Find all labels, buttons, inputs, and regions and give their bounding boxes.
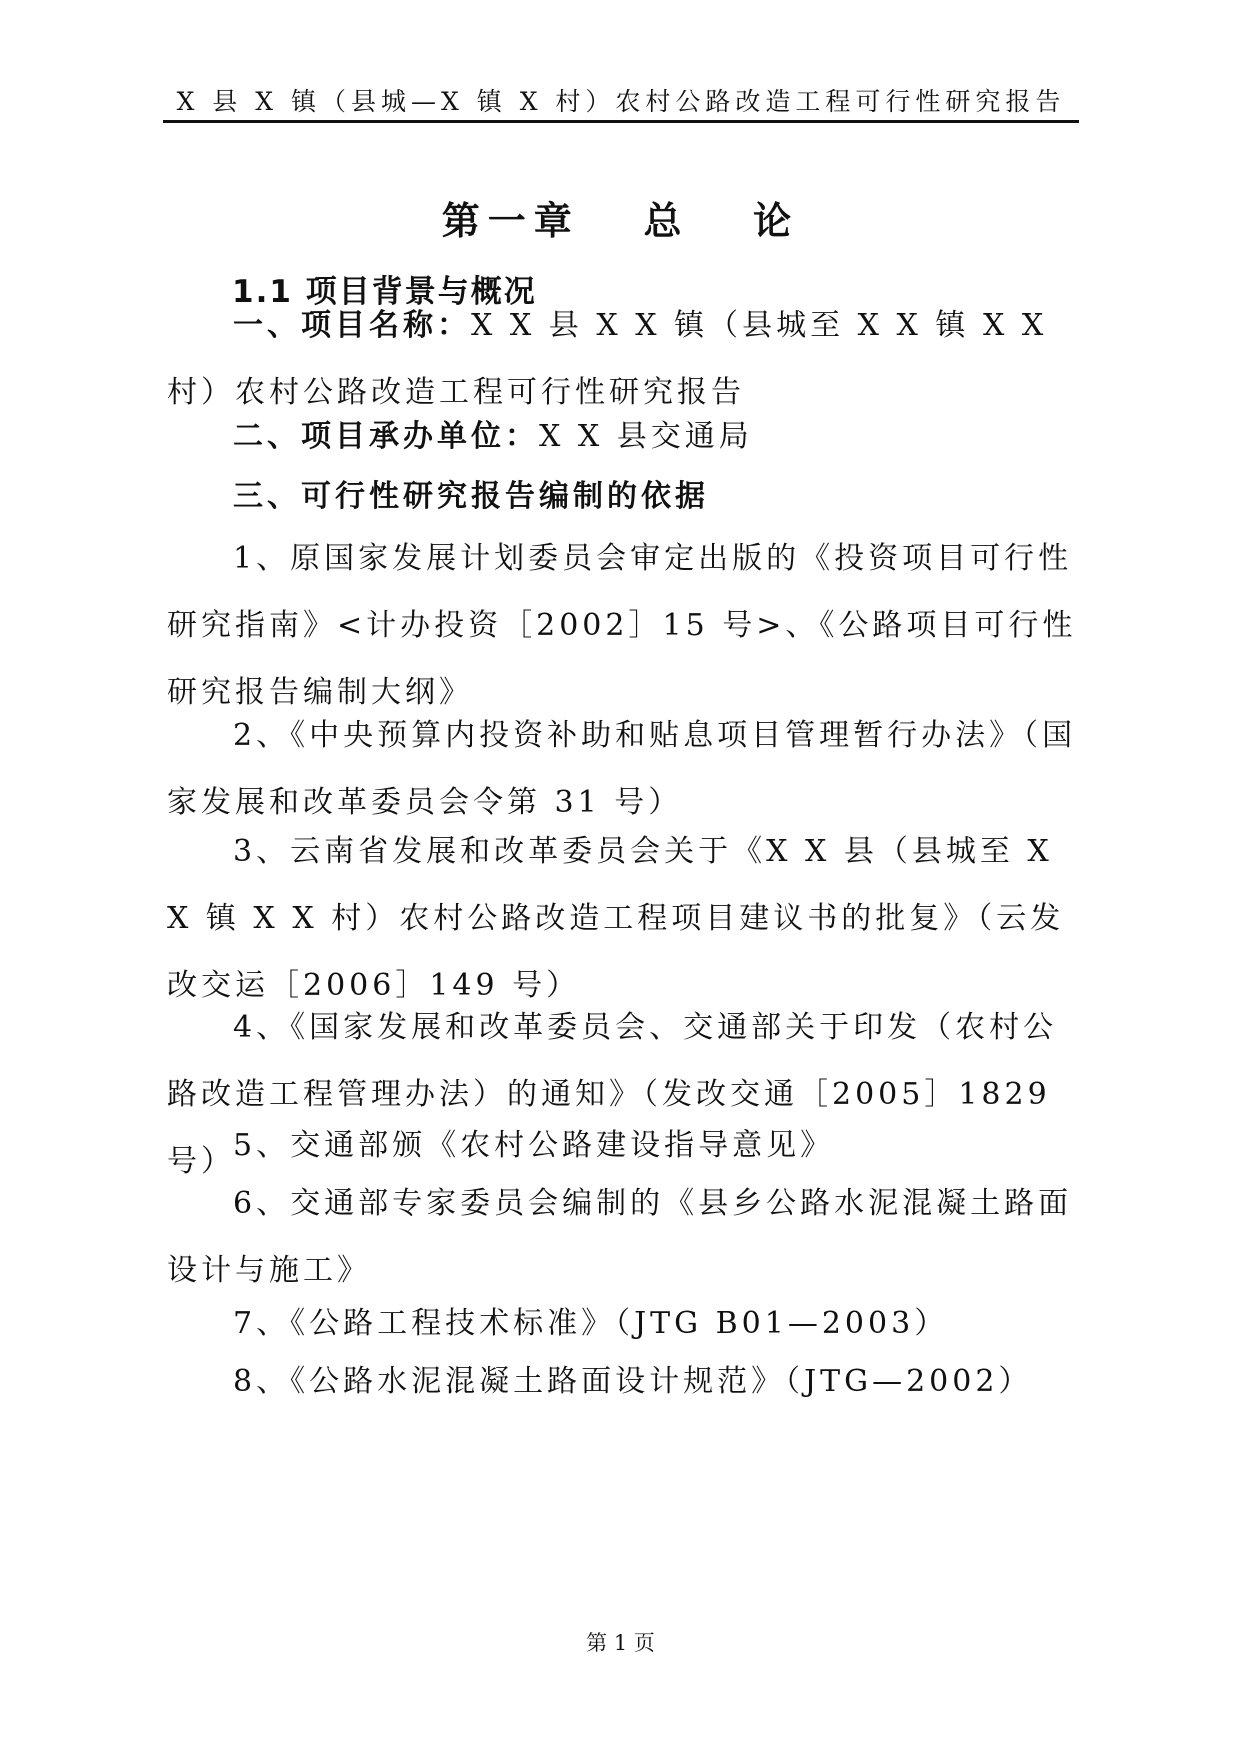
- basis-item: 5、交通部颁《农村公路建设指导意见》: [233, 1128, 835, 1163]
- header-rule: [163, 120, 1079, 123]
- organizer-value: X X 县交通局: [539, 419, 753, 454]
- organizer-label: 二、项目承办单位：: [233, 419, 539, 454]
- chapter-title: 第一章 总 论: [441, 199, 800, 243]
- basis-item: 2、《中央预算内投资补助和贴息项目管理暂行办法》（国家发展和改革委员会令第 31 号）: [167, 718, 1077, 820]
- project-name-label: 一、项目名称：: [233, 308, 471, 343]
- running-header: X 县 X 镇（县城—X 镇 X 村）农村公路改造工程可行性研究报告: [176, 87, 1066, 116]
- basis-item: 8、《公路水泥混凝土路面设计规范》（JTG—2002）: [233, 1364, 1033, 1399]
- basis-item: 7、《公路工程技术标准》（JTG B01—2003）: [233, 1306, 949, 1341]
- page-number: 第 1 页: [586, 1631, 655, 1655]
- project-name-value: X X 县 X X 镇（县城至 X X 镇 X X 村）农村公路改造工程可行性研究报告: [167, 308, 1048, 410]
- basis-heading-paragraph: [167, 463, 1077, 530]
- basis-item: 3、云南省发展和改革委员会关于《X X 县（县城至 X X 镇 X X 村）农村公路改造工程项目建议书的批复》（云发改交运［2006］149 号）: [167, 834, 1065, 1003]
- basis-item: 4、《国家发展和改革委员会、交通部关于印发（农村公路改造工程管理办法）的通知》（发改交通［2005］1829 号）: [167, 1010, 1058, 1179]
- basis-item: 1、原国家发展计划委员会审定出版的《投资项目可行性研究指南》<计办投资［2002］15 号>、《公路项目可行性研究报告编制大纲》: [167, 541, 1077, 710]
- basis-item: 6、交通部专家委员会编制的《县乡公路水泥混凝土路面设计与施工》: [167, 1186, 1073, 1288]
- section-heading: 1.1 项目背景与概况: [232, 274, 537, 310]
- organizer-paragraph: [167, 403, 1077, 470]
- basis-heading: 三、可行性研究报告编制的依据: [233, 479, 709, 514]
